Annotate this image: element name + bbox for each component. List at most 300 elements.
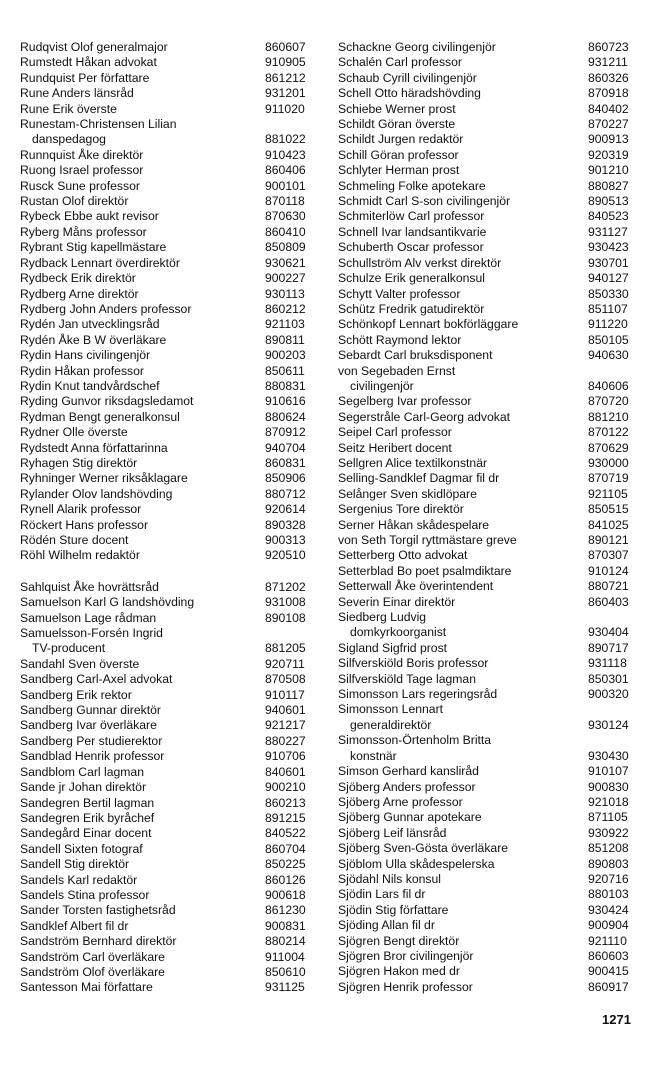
register-entry xyxy=(338,425,652,440)
entry-name xyxy=(20,533,265,548)
entry-date: 920711 xyxy=(265,656,305,671)
entry-name xyxy=(20,194,265,209)
entry-name xyxy=(20,302,265,317)
entry-name-text: Runestam-Christensen Lilian xyxy=(20,117,177,132)
entry-date: 880214 xyxy=(265,934,306,949)
register-entry xyxy=(338,394,652,409)
register-entry xyxy=(20,179,320,194)
register-entry xyxy=(338,71,652,86)
entry-name xyxy=(20,672,265,687)
entry-name xyxy=(338,672,588,687)
register-entry xyxy=(338,225,652,240)
entry-name-text: Schlyter Herman prost xyxy=(338,163,460,178)
entry-name-text: Schnell Ivar landsantikvarie xyxy=(338,224,487,239)
entry-name xyxy=(338,733,588,764)
register-entry xyxy=(20,580,320,595)
entry-date: 860704 xyxy=(265,841,306,856)
entry-name-text: Sjöberg Gunnar apotekare xyxy=(338,810,482,825)
register-entry xyxy=(20,611,320,626)
register-entry xyxy=(338,348,652,363)
entry-name-text: Schmeling Folke apotekare xyxy=(338,178,486,193)
entry-name-text: Rydberg John Anders professor xyxy=(20,301,192,316)
entry-name xyxy=(20,471,265,486)
register-entry xyxy=(20,502,320,517)
register-entry xyxy=(20,888,320,903)
entry-name xyxy=(20,209,265,224)
entry-date: 900101 xyxy=(265,178,306,193)
entry-name-text: von Segebaden Ernst xyxy=(338,363,456,378)
entry-date: 840523 xyxy=(588,209,629,224)
entry-name xyxy=(20,287,265,302)
register-entry xyxy=(20,980,320,995)
register-entry xyxy=(20,148,320,163)
entry-name-text: Schmidt Carl S-son civilingenjör xyxy=(338,194,511,209)
register-entry xyxy=(20,857,320,872)
entry-name xyxy=(338,903,588,918)
register-entry xyxy=(20,40,320,55)
register-entry xyxy=(20,287,320,302)
register-entry xyxy=(338,148,652,163)
entry-date: 850330 xyxy=(588,286,629,301)
entry-date: 890811 xyxy=(265,332,305,347)
entry-date: 931008 xyxy=(265,595,306,610)
entry-name xyxy=(338,579,588,594)
entry-date: 891215 xyxy=(265,810,306,825)
register-entry xyxy=(20,718,320,733)
right-column xyxy=(338,40,652,995)
entry-name xyxy=(20,857,265,872)
register-entry xyxy=(20,471,320,486)
register-entry xyxy=(20,271,320,286)
entry-name xyxy=(20,225,265,240)
entry-name xyxy=(338,55,588,70)
entry-date: 910616 xyxy=(265,394,306,409)
entry-name xyxy=(20,317,265,332)
entry-name xyxy=(338,872,588,887)
entry-name xyxy=(20,379,265,394)
register-entry xyxy=(338,55,652,70)
entry-name-text: Ruong Israel professor xyxy=(20,163,144,178)
entry-date: 860723 xyxy=(588,40,629,54)
entry-name-text: Rydberg Arne direktör xyxy=(20,286,139,301)
entry-date: 920319 xyxy=(588,147,629,162)
entry-name xyxy=(20,780,265,795)
entry-date: 930701 xyxy=(588,255,629,270)
register-entry xyxy=(338,764,652,779)
entry-name xyxy=(338,148,588,163)
entry-name xyxy=(338,471,588,486)
entry-name-text: Sergenius Tore direktör xyxy=(338,502,464,517)
register-entry xyxy=(338,672,652,687)
register-entry xyxy=(338,456,652,471)
entry-name-text: Rydner Olle överste xyxy=(20,425,128,440)
entry-name xyxy=(338,40,588,55)
entry-name xyxy=(20,333,265,348)
entry-date: 870227 xyxy=(588,117,629,132)
section-gap xyxy=(20,564,320,580)
entry-date: 850301 xyxy=(588,671,629,686)
register-entry xyxy=(20,71,320,86)
register-entry xyxy=(20,657,320,672)
entry-name xyxy=(20,148,265,163)
entry-name-text: Serner Håkan skådespelare xyxy=(338,517,490,532)
entry-name-text: Ryhagen Stig direktör xyxy=(20,455,138,470)
register-entry xyxy=(338,949,652,964)
entry-name-text: Simson Gerhard kansliråd xyxy=(338,764,479,779)
entry-name-text: Schalén Carl professor xyxy=(338,55,462,70)
register-entry xyxy=(20,595,320,610)
entry-date: 890513 xyxy=(588,194,629,209)
entry-name xyxy=(20,348,265,363)
entry-name xyxy=(20,580,265,595)
register-entry xyxy=(338,702,652,733)
entry-name xyxy=(20,40,265,55)
entry-name-text: Röckert Hans professor xyxy=(20,517,149,532)
entry-name xyxy=(20,55,265,70)
register-entry xyxy=(20,86,320,101)
entry-name-text: Sahlquist Åke hovrättsråd xyxy=(20,579,159,594)
entry-date: 910124 xyxy=(588,563,629,578)
register-entry xyxy=(338,287,652,302)
entry-name-text: Schullström Alv verkst direktör xyxy=(338,255,502,270)
entry-date: 881210 xyxy=(588,409,629,424)
entry-name xyxy=(20,980,265,995)
register-entry xyxy=(20,796,320,811)
entry-date: 890108 xyxy=(265,610,306,625)
entry-date: 930404 xyxy=(588,625,629,640)
entry-name-text: Samuelson Lage rådman xyxy=(20,610,157,625)
register-entry xyxy=(20,240,320,255)
entry-name xyxy=(20,102,265,117)
entry-name-text: Sandklef Albert fil dr xyxy=(20,918,129,933)
entry-name-text: Rydbeck Erik direktör xyxy=(20,271,136,286)
entry-name-text: Setterwall Åke överintendent xyxy=(338,579,494,594)
entry-name xyxy=(338,656,588,671)
register-entry xyxy=(338,826,652,841)
entry-date: 910117 xyxy=(265,687,305,702)
entry-name xyxy=(338,317,588,332)
entry-name-text: Sandström Olof överläkare xyxy=(20,964,165,979)
entry-name-text: Sjöberg Anders professor xyxy=(338,779,476,794)
entry-name xyxy=(338,209,588,224)
entry-name-text: Rybeck Ebbe aukt revisor xyxy=(20,209,159,224)
entry-date: 851208 xyxy=(588,841,629,856)
register-entry xyxy=(338,733,652,764)
register-entry xyxy=(338,194,652,209)
entry-name xyxy=(20,179,265,194)
entry-name-text: Rydin Knut tandvårdschef xyxy=(20,378,160,393)
entry-name-text: Segelberg Ivar professor xyxy=(338,394,472,409)
entry-name xyxy=(338,302,588,317)
register-entry xyxy=(20,734,320,749)
entry-name xyxy=(338,394,588,409)
entry-date: 860410 xyxy=(265,224,306,239)
entry-name-text: Schulze Erik generalkonsul xyxy=(338,271,486,286)
entry-name xyxy=(20,811,265,826)
entry-name-text: Rumstedt Håkan advokat xyxy=(20,55,157,70)
entry-name xyxy=(338,610,588,641)
entry-date: 870720 xyxy=(588,394,629,409)
entry-date: 910905 xyxy=(265,55,306,70)
entry-name xyxy=(20,749,265,764)
entry-name-text: Sandström Bernhard direktör xyxy=(20,934,177,949)
entry-name-text: Sandblad Henrik professor xyxy=(20,749,165,764)
entry-date: 840402 xyxy=(588,101,629,116)
register-entry xyxy=(20,626,320,657)
entry-name-text: Sandahl Sven överste xyxy=(20,656,140,671)
entry-date: 870307 xyxy=(588,548,629,563)
register-entry xyxy=(338,687,652,702)
entry-name-text: Schytt Valter professor xyxy=(338,286,461,301)
entry-name xyxy=(338,132,588,147)
entry-name-text: Sjögren Bengt direktör xyxy=(338,933,460,948)
register-entry xyxy=(338,656,652,671)
entry-name-text: Samuelson Karl G landshövding xyxy=(20,595,195,610)
entry-date: 860831 xyxy=(265,455,306,470)
entry-date: 930430 xyxy=(588,748,629,763)
entry-date: 880712 xyxy=(265,486,306,501)
entry-name-text: Sjöblom Ulla skådespelerska xyxy=(338,856,495,871)
register-entry xyxy=(338,487,652,502)
entry-name-text: Sande jr Johan direktör xyxy=(20,780,147,795)
entry-name xyxy=(338,71,588,86)
entry-date: 900227 xyxy=(265,271,306,286)
entry-date: 910423 xyxy=(265,147,306,162)
register-entry xyxy=(338,86,652,101)
entry-name xyxy=(338,163,588,178)
register-entry xyxy=(338,302,652,317)
entry-date: 850610 xyxy=(265,964,306,979)
entry-name-text: Santesson Mai författare xyxy=(20,980,153,995)
entry-name xyxy=(338,533,588,548)
entry-date: 930124 xyxy=(588,717,629,732)
register-entry xyxy=(338,441,652,456)
entry-name-text: Severin Einar direktör xyxy=(338,594,456,609)
entry-name xyxy=(20,487,265,502)
register-entry xyxy=(338,641,652,656)
entry-name xyxy=(338,256,588,271)
register-entry xyxy=(338,518,652,533)
entry-name-text: Sandels Karl redaktör xyxy=(20,872,138,887)
register-entry xyxy=(338,209,652,224)
entry-name xyxy=(338,918,588,933)
entry-date: 860213 xyxy=(265,795,306,810)
entry-date: 880103 xyxy=(588,887,629,902)
register-entry xyxy=(20,548,320,563)
entry-name xyxy=(20,919,265,934)
entry-date: 900415 xyxy=(588,964,629,979)
entry-name-text: Sjödin Stig författare xyxy=(338,902,449,917)
entry-name xyxy=(338,425,588,440)
entry-name xyxy=(20,441,265,456)
entry-name xyxy=(20,626,265,657)
entry-name xyxy=(338,595,588,610)
entry-name xyxy=(338,687,588,702)
entry-name xyxy=(20,163,265,178)
entry-date: 911004 xyxy=(265,949,305,964)
entry-name xyxy=(20,950,265,965)
entry-name-text: Rundquist Per författare xyxy=(20,70,150,85)
entry-date: 940127 xyxy=(588,271,629,286)
entry-name-text: Simonsson Lars regeringsråd xyxy=(338,687,498,702)
entry-name-text: Schackne Georg civilingenjör xyxy=(338,40,496,54)
entry-name-text: Schiebe Werner prost xyxy=(338,101,456,116)
entry-date: 870508 xyxy=(265,672,306,687)
entry-name xyxy=(338,179,588,194)
entry-date: 910107 xyxy=(588,764,629,779)
entry-name-text: Sebardt Carl bruksdisponent xyxy=(338,348,493,363)
entry-date: 901210 xyxy=(588,163,629,178)
entry-name xyxy=(20,240,265,255)
entry-name xyxy=(20,425,265,440)
entry-name xyxy=(20,518,265,533)
register-entry xyxy=(338,471,652,486)
register-entry xyxy=(20,533,320,548)
entry-date: 940601 xyxy=(265,703,306,718)
entry-date: 930113 xyxy=(265,286,305,301)
register-entry xyxy=(20,842,320,857)
entry-name-text: Rydén Åke B W överläkare xyxy=(20,332,167,347)
entry-date: 850105 xyxy=(588,332,629,347)
entry-name xyxy=(338,102,588,117)
entry-name-text: Sandegren Erik byråchef xyxy=(20,810,155,825)
register-entry xyxy=(20,441,320,456)
entry-name xyxy=(20,117,265,148)
entry-date: 840606 xyxy=(588,378,629,393)
entry-name xyxy=(338,487,588,502)
entry-name xyxy=(20,86,265,101)
entry-date: 881022 xyxy=(265,132,306,147)
entry-date: 850809 xyxy=(265,240,306,255)
entry-name-text: Rune Anders länsråd xyxy=(20,86,134,101)
entry-name xyxy=(338,364,588,395)
entry-name xyxy=(338,980,588,995)
entry-name xyxy=(338,934,588,949)
entry-date: 900320 xyxy=(588,687,629,702)
entry-name xyxy=(338,86,588,101)
entry-date: 900210 xyxy=(265,780,306,795)
entry-name xyxy=(338,333,588,348)
entry-name-text: Schuberth Oscar professor xyxy=(338,240,484,255)
entry-name xyxy=(338,348,588,363)
entry-name xyxy=(338,548,588,563)
entry-date: 870629 xyxy=(588,440,629,455)
entry-name-text: Selånger Sven skidlöpare xyxy=(338,486,477,501)
entry-name-text: Schönkopf Lennart bokförläggare xyxy=(338,317,519,332)
entry-name xyxy=(20,734,265,749)
register-entry xyxy=(338,333,652,348)
entry-date: 921110 xyxy=(588,933,627,948)
entry-name-text: Silfverskiöld Boris professor xyxy=(338,656,489,671)
entry-name-text: Sigland Sigfrid prost xyxy=(338,640,448,655)
entry-name-text: Sandell Sixten fotograf xyxy=(20,841,143,856)
entry-date: 900618 xyxy=(265,887,306,902)
entry-name xyxy=(338,194,588,209)
entry-date: 850515 xyxy=(588,502,629,517)
register-entry xyxy=(20,333,320,348)
entry-date: 931127 xyxy=(588,224,628,239)
entry-name xyxy=(20,456,265,471)
entry-name xyxy=(338,810,588,825)
entry-name-text: Sellgren Alice textilkonstnär xyxy=(338,455,488,470)
entry-name-text: Ryhninger Werner riksåklagare xyxy=(20,471,188,486)
register-entry xyxy=(20,256,320,271)
entry-date: 850225 xyxy=(265,857,306,872)
entry-name-text: Schell Otto häradshövding xyxy=(338,86,481,101)
entry-name-text: Selling-Sandklef Dagmar fil dr xyxy=(338,471,500,486)
entry-date: 930922 xyxy=(588,825,629,840)
register-entry xyxy=(338,163,652,178)
register-entry xyxy=(338,271,652,286)
entry-name xyxy=(338,518,588,533)
entry-name xyxy=(20,842,265,857)
entry-date: 921105 xyxy=(588,486,628,501)
entry-name-text: Rynell Alarik professor xyxy=(20,502,142,517)
entry-name xyxy=(338,841,588,856)
register-entry xyxy=(20,672,320,687)
entry-name-continuation: danspedagog xyxy=(32,132,106,147)
entry-name-text: Sandberg Ivar överläkare xyxy=(20,718,157,733)
entry-name-text: Sjödahl Nils konsul xyxy=(338,871,441,886)
entry-name xyxy=(338,949,588,964)
register-entry xyxy=(20,410,320,425)
entry-date: 900913 xyxy=(588,132,629,147)
entry-name-text: Rusck Sune professor xyxy=(20,178,140,193)
entry-name-text: Rybrant Stig kapellmästare xyxy=(20,240,167,255)
register-entry xyxy=(338,256,652,271)
entry-name-text: Sandell Stig direktör xyxy=(20,857,130,872)
entry-name xyxy=(20,765,265,780)
entry-date: 930621 xyxy=(265,255,306,270)
entry-date: 870719 xyxy=(588,471,629,486)
entry-name-continuation: generaldirektör xyxy=(350,717,432,732)
entry-name-text: Sandberg Per studierektor xyxy=(20,733,163,748)
entry-date: 940630 xyxy=(588,348,629,363)
entry-name-text: Rödén Sture docent xyxy=(20,533,129,547)
entry-name-text: Rydin Håkan professor xyxy=(20,363,144,378)
entry-date: 870918 xyxy=(588,86,629,101)
register-entry xyxy=(20,194,320,209)
entry-date: 931118 xyxy=(588,656,627,671)
register-entry xyxy=(338,102,652,117)
register-entry xyxy=(338,548,652,563)
register-entry xyxy=(338,887,652,902)
entry-name-text: Sjögren Hakon med dr xyxy=(338,964,460,979)
entry-name xyxy=(20,718,265,733)
register-entry xyxy=(338,40,652,55)
entry-date: 881205 xyxy=(265,641,306,656)
entry-name-text: Schaub Cyrill civilingenjör xyxy=(338,70,477,85)
entry-date: 920716 xyxy=(588,871,629,886)
entry-name-text: Silfverskiöld Tage lagman xyxy=(338,671,476,686)
register-entry xyxy=(338,780,652,795)
entry-date: 900203 xyxy=(265,348,306,363)
page-number: 1271 xyxy=(602,1012,631,1027)
entry-date: 931125 xyxy=(265,980,305,995)
entry-name xyxy=(20,934,265,949)
entry-name xyxy=(20,826,265,841)
register-entry xyxy=(20,919,320,934)
register-entry xyxy=(338,795,652,810)
entry-name-text: Schmiterlöw Carl professor xyxy=(338,209,485,224)
register-entry xyxy=(20,903,320,918)
register-entry xyxy=(20,55,320,70)
entry-name-text: Sjöberg Sven-Gösta överläkare xyxy=(338,841,509,856)
entry-name-text: Ryding Gunvor riksdagsledamot xyxy=(20,394,194,409)
entry-date: 840601 xyxy=(265,764,306,779)
entry-name xyxy=(338,287,588,302)
entry-name xyxy=(338,964,588,979)
